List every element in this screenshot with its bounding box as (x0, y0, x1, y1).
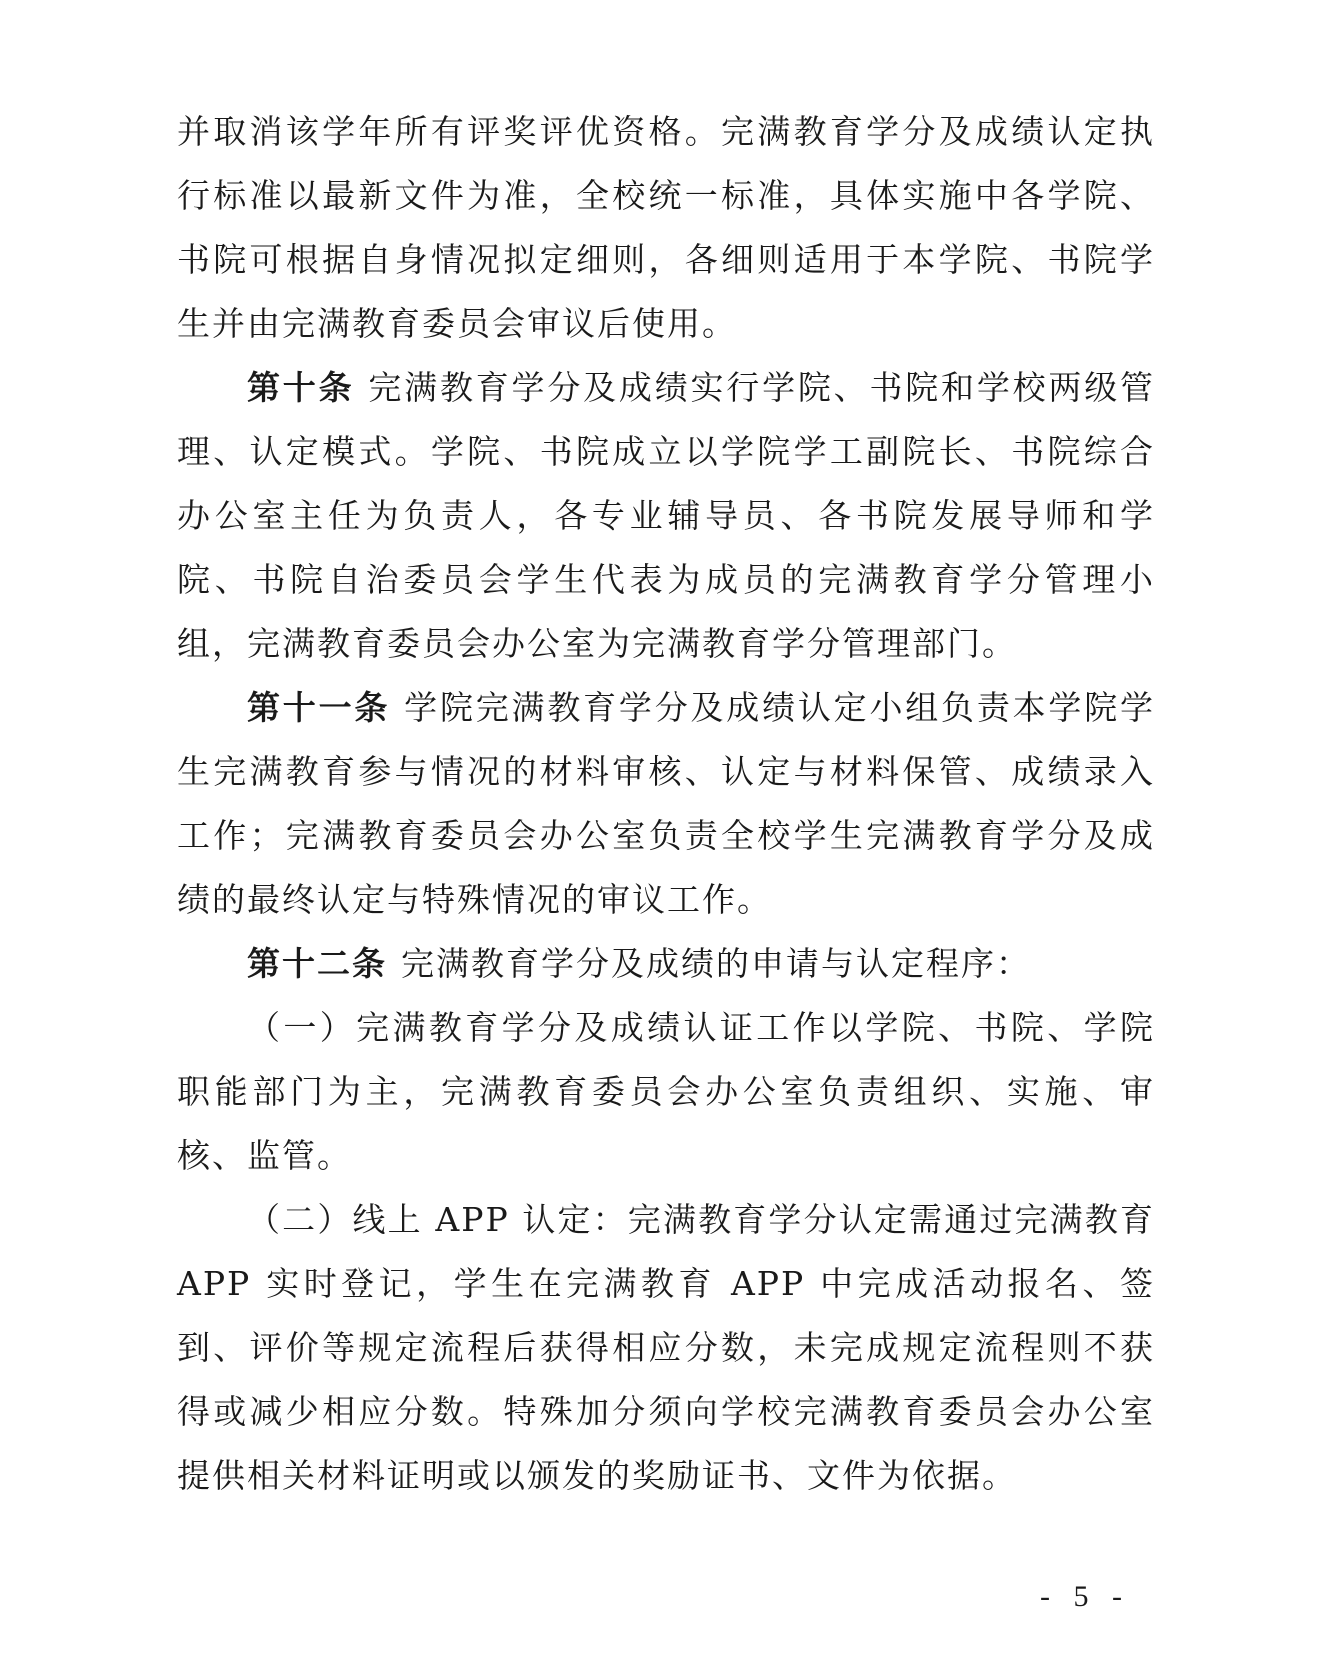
page-number: - 5 - (1040, 1580, 1130, 1613)
paragraph-text: （一）完满教育学分及成绩认证工作以学院、书院、学院职能部门为主，完满教育委员会办公室负责组织、实施、审核、监管。 (177, 1008, 1155, 1175)
article-title: 第十条 (247, 368, 355, 407)
paragraph-text: 学院完满教育学分及成绩认定小组负责本学院学生完满教育参与情况的材料审核、认定与材料保管、成绩录入工作；完满教育委员会办公室负责全校学生完满教育学分及成绩的最终认定与特殊情况的审议工作。 (177, 688, 1156, 919)
article-title: 第十二条 (247, 944, 387, 983)
paragraph-article-10 (177, 356, 1155, 676)
paragraph-continuation (177, 100, 1155, 356)
paragraph-text: 完满教育学分及成绩实行学院、书院和学校两级管理、认定模式。学院、书院成立以学院学工副院长、书院综合办公室主任为负责人，各专业辅导员、各书院发展导师和学院、书院自治委员会学生代表为成员的完满教育学分管理小组，完满教育委员会办公室为完满教育学分管理部门。 (177, 368, 1155, 663)
paragraph-text: 完满教育学分及成绩的申请与认定程序： (401, 944, 1031, 983)
article-title: 第十一条 (247, 688, 391, 727)
paragraph-text: 并取消该学年所有评奖评优资格。完满教育学分及成绩认定执行标准以最新文件为准，全校统一标准，具体实施中各学院、书院可根据自身情况拟定细则，各细则适用于本学院、书院学生并由完满教育委员会审议后使用。 (177, 112, 1155, 343)
paragraph-text: （二）线上 APP 认定：完满教育学分认定需通过完满教育 APP 实时登记，学生在完满教育 APP 中完成活动报名、签到、评价等规定流程后获得相应分数，未完成规定流程则不获得或减少相应分数。特殊加分须向学校完满教育委员会办公室提供相关材料证明或以颁发的奖励证书、文件为依据。 (177, 1200, 1155, 1495)
paragraph-article-11 (177, 676, 1155, 932)
paragraph-item-1 (177, 996, 1155, 1188)
document-body (177, 100, 1155, 1508)
paragraph-item-2 (177, 1188, 1155, 1508)
paragraph-article-12 (177, 932, 1155, 996)
